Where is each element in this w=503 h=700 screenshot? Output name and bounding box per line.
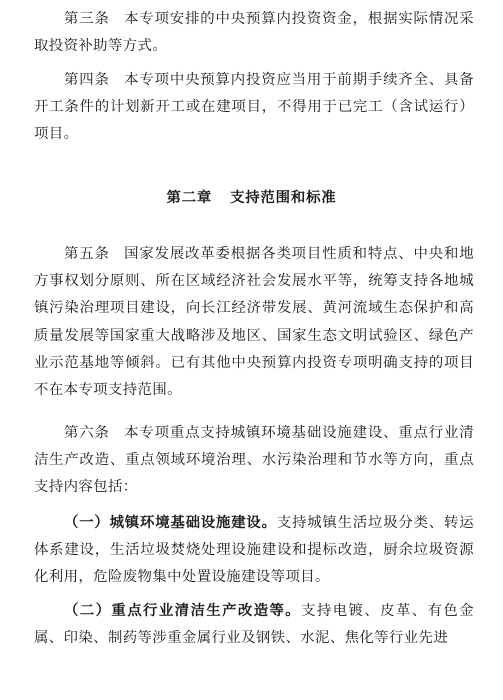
article-6-paragraph: [34, 420, 474, 502]
article-4-paragraph: [34, 67, 474, 149]
article-5-paragraph: [34, 241, 474, 404]
article-6-label: 第六条: [64, 425, 110, 441]
article-3-label: 第三条: [64, 11, 110, 27]
article-5-label: 第五条: [64, 246, 110, 262]
article-3-paragraph: [34, 6, 474, 60]
item-1-paragraph: [34, 509, 474, 592]
chapter-title: 支持范围和标准: [230, 189, 337, 206]
chapter-2-heading: [0, 184, 503, 211]
item-1-text: 支持城镇生活垃圾分类、转运体系建设，生活垃圾焚烧处理设施建设和提标改造，厨余垃圾资源化利用，危险废物集中处置设施建设等项目。: [34, 515, 475, 586]
article-5-text: 国家发展改革委根据各类项目性质和特点、中央和地方事权划分原则、所在区域经济社会发展水平等，统筹支持各地城镇污染治理项目建设，向长江经济带发展、黄河流域生态保护和高质量发展等国家重大战略涉及地区、国家生态文明试验区、绿色产业示范基地等倾斜。已有其他中央预算内投资专项明确支持的项目不在本专项支持范围。: [34, 246, 475, 399]
article-3-text: 本专项安排的中央预算内投资资金，根据实际情况采取投资补助等方式。: [34, 11, 475, 55]
article-6-text: 本专项重点支持城镇环境基础设施建设、重点行业清洁生产改造、重点领域环境治理、水污染治理和节水等方向，重点支持内容包括：: [34, 425, 475, 496]
item-2-paragraph: [34, 597, 474, 652]
article-4-text: 本专项中央预算内投资应当用于前期手续齐全、具备开工条件的计划新开工或在建项目，不得用于已完工（含试运行）项目。: [34, 72, 475, 143]
item-1-heading: （一）城镇环境基础设施建设。: [64, 514, 277, 531]
article-4-label: 第四条: [64, 72, 110, 88]
item-2-heading: （二）重点行业清洁生产改造等。: [64, 602, 302, 619]
item-2-text: 支持电镀、皮革、有色金属、印染、制药等涉重金属行业及钢铁、水泥、焦化等行业先进: [34, 603, 474, 647]
chapter-number: 第二章: [166, 189, 213, 206]
